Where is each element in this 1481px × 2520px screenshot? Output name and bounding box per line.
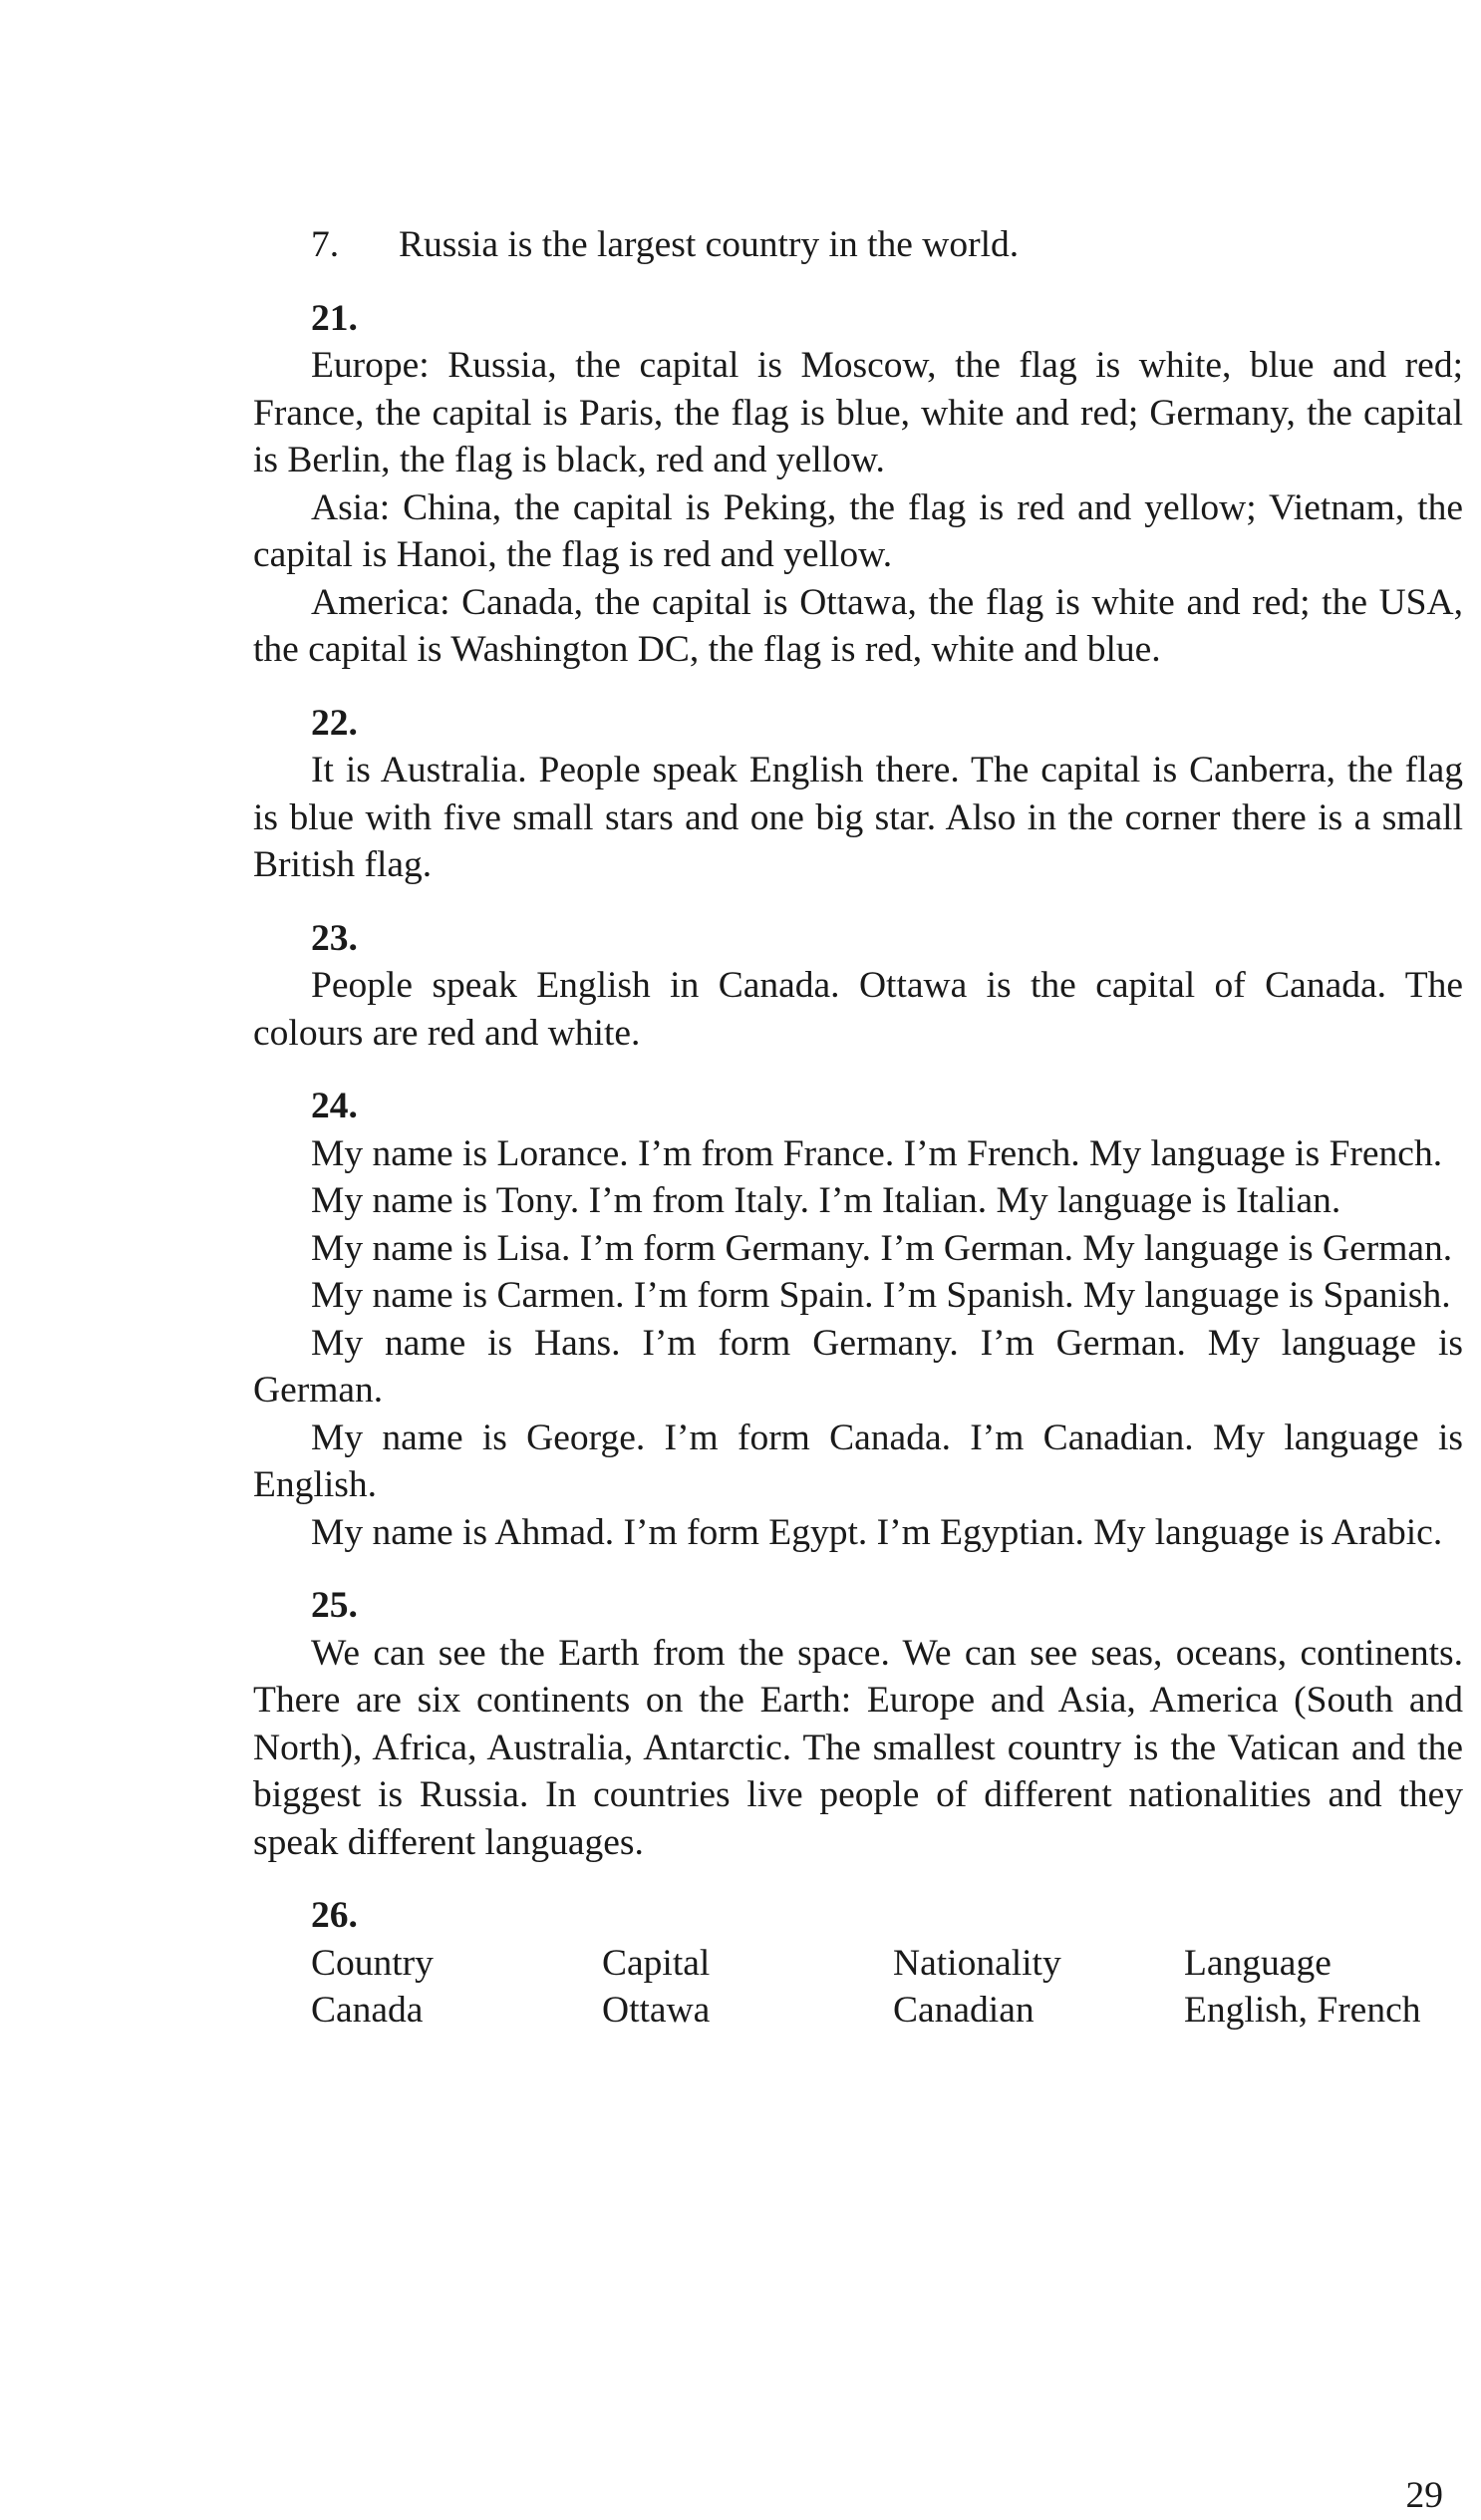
paragraph: My name is George. I’m form Canada. I’m Canadian. My language is English.: [253, 1417, 1463, 1505]
section-25: [253, 1582, 1463, 1866]
paragraph: My name is Tony. I’m from Italy. I’m Italian. My language is Italian.: [311, 1180, 1341, 1221]
item-7: [311, 221, 1463, 269]
table-header-cell: Language: [1184, 1942, 1332, 1984]
paragraph: People speak English in Canada. Ottawa is the capital of Canada. The colours are red and white.: [253, 965, 1463, 1054]
section-22-number: 22.: [311, 702, 358, 744]
paragraph: My name is Lisa. I’m form Germany. I’m German. My language is German.: [311, 1227, 1453, 1269]
item-7-number: 7.: [311, 224, 340, 265]
page-number: 29: [1405, 2475, 1443, 2516]
table-cell: Canada: [311, 1990, 424, 2031]
paragraph: My name is Carmen. I’m form Spain. I’m Spanish. My language is Spanish.: [311, 1275, 1451, 1316]
table-header-cell: Country: [311, 1942, 434, 1984]
paragraph: America: Canada, the capital is Ottawa, the flag is white and red; the USA, the capital is Washington DC, the flag is red, white and blue.: [253, 581, 1463, 670]
item-7-text: Russia is the largest country in the world.: [399, 224, 1020, 265]
countries-table: [311, 1940, 1420, 2035]
section-26: [253, 1892, 1463, 2035]
paragraph: Europe: Russia, the capital is Moscow, the flag is white, blue and red; France, the capital is Paris, the flag is blue, white and red; Germany, the capital is Berlin, the flag is black, red and yellow.: [253, 345, 1463, 480]
paragraph: My name is Hans. I’m form Germany. I’m German. My language is German.: [253, 1322, 1463, 1411]
table-cell: Canadian: [893, 1990, 1035, 2031]
paragraph: My name is Ahmad. I’m form Egypt. I’m Egyptian. My language is Arabic.: [311, 1511, 1443, 1553]
table-row: [311, 1987, 1420, 2035]
paragraph: Asia: China, the capital is Peking, the flag is red and yellow; Vietnam, the capital is Hanoi, the flag is red and yellow.: [253, 486, 1463, 575]
paragraph: We can see the Earth from the space. We can see seas, oceans, continents. There are six continents on the Earth: Europe and Asia, America (South and North), Africa, Australia, Antarctic. The smallest country is the Vatican and the biggest is Russia. In countries live people of different nationalities and they speak different languages.: [253, 1632, 1463, 1863]
section-24: [253, 1083, 1463, 1556]
section-22: [253, 700, 1463, 889]
section-24-number: 24.: [311, 1086, 358, 1126]
section-26-number: 26.: [311, 1895, 358, 1936]
section-23: [253, 915, 1463, 1058]
table-header-row: [311, 1940, 1420, 1988]
table-header-cell: Capital: [602, 1942, 711, 1984]
paragraph: My name is Lorance. I’m from France. I’m French. My language is French.: [311, 1132, 1443, 1174]
section-21-number: 21.: [311, 297, 358, 339]
table-cell: Ottawa: [602, 1990, 711, 2031]
table-header-cell: Nationality: [893, 1942, 1061, 1984]
paragraph: It is Australia. People speak English there. The capital is Canberra, the flag is blue with five small stars and one big star. Also in the corner there is a small British flag.: [253, 750, 1463, 885]
section-25-number: 25.: [311, 1585, 358, 1626]
page-content: [253, 221, 1463, 2516]
section-23-number: 23.: [311, 917, 358, 959]
section-21: [253, 295, 1463, 674]
table-cell: English, French: [1184, 1990, 1421, 2031]
